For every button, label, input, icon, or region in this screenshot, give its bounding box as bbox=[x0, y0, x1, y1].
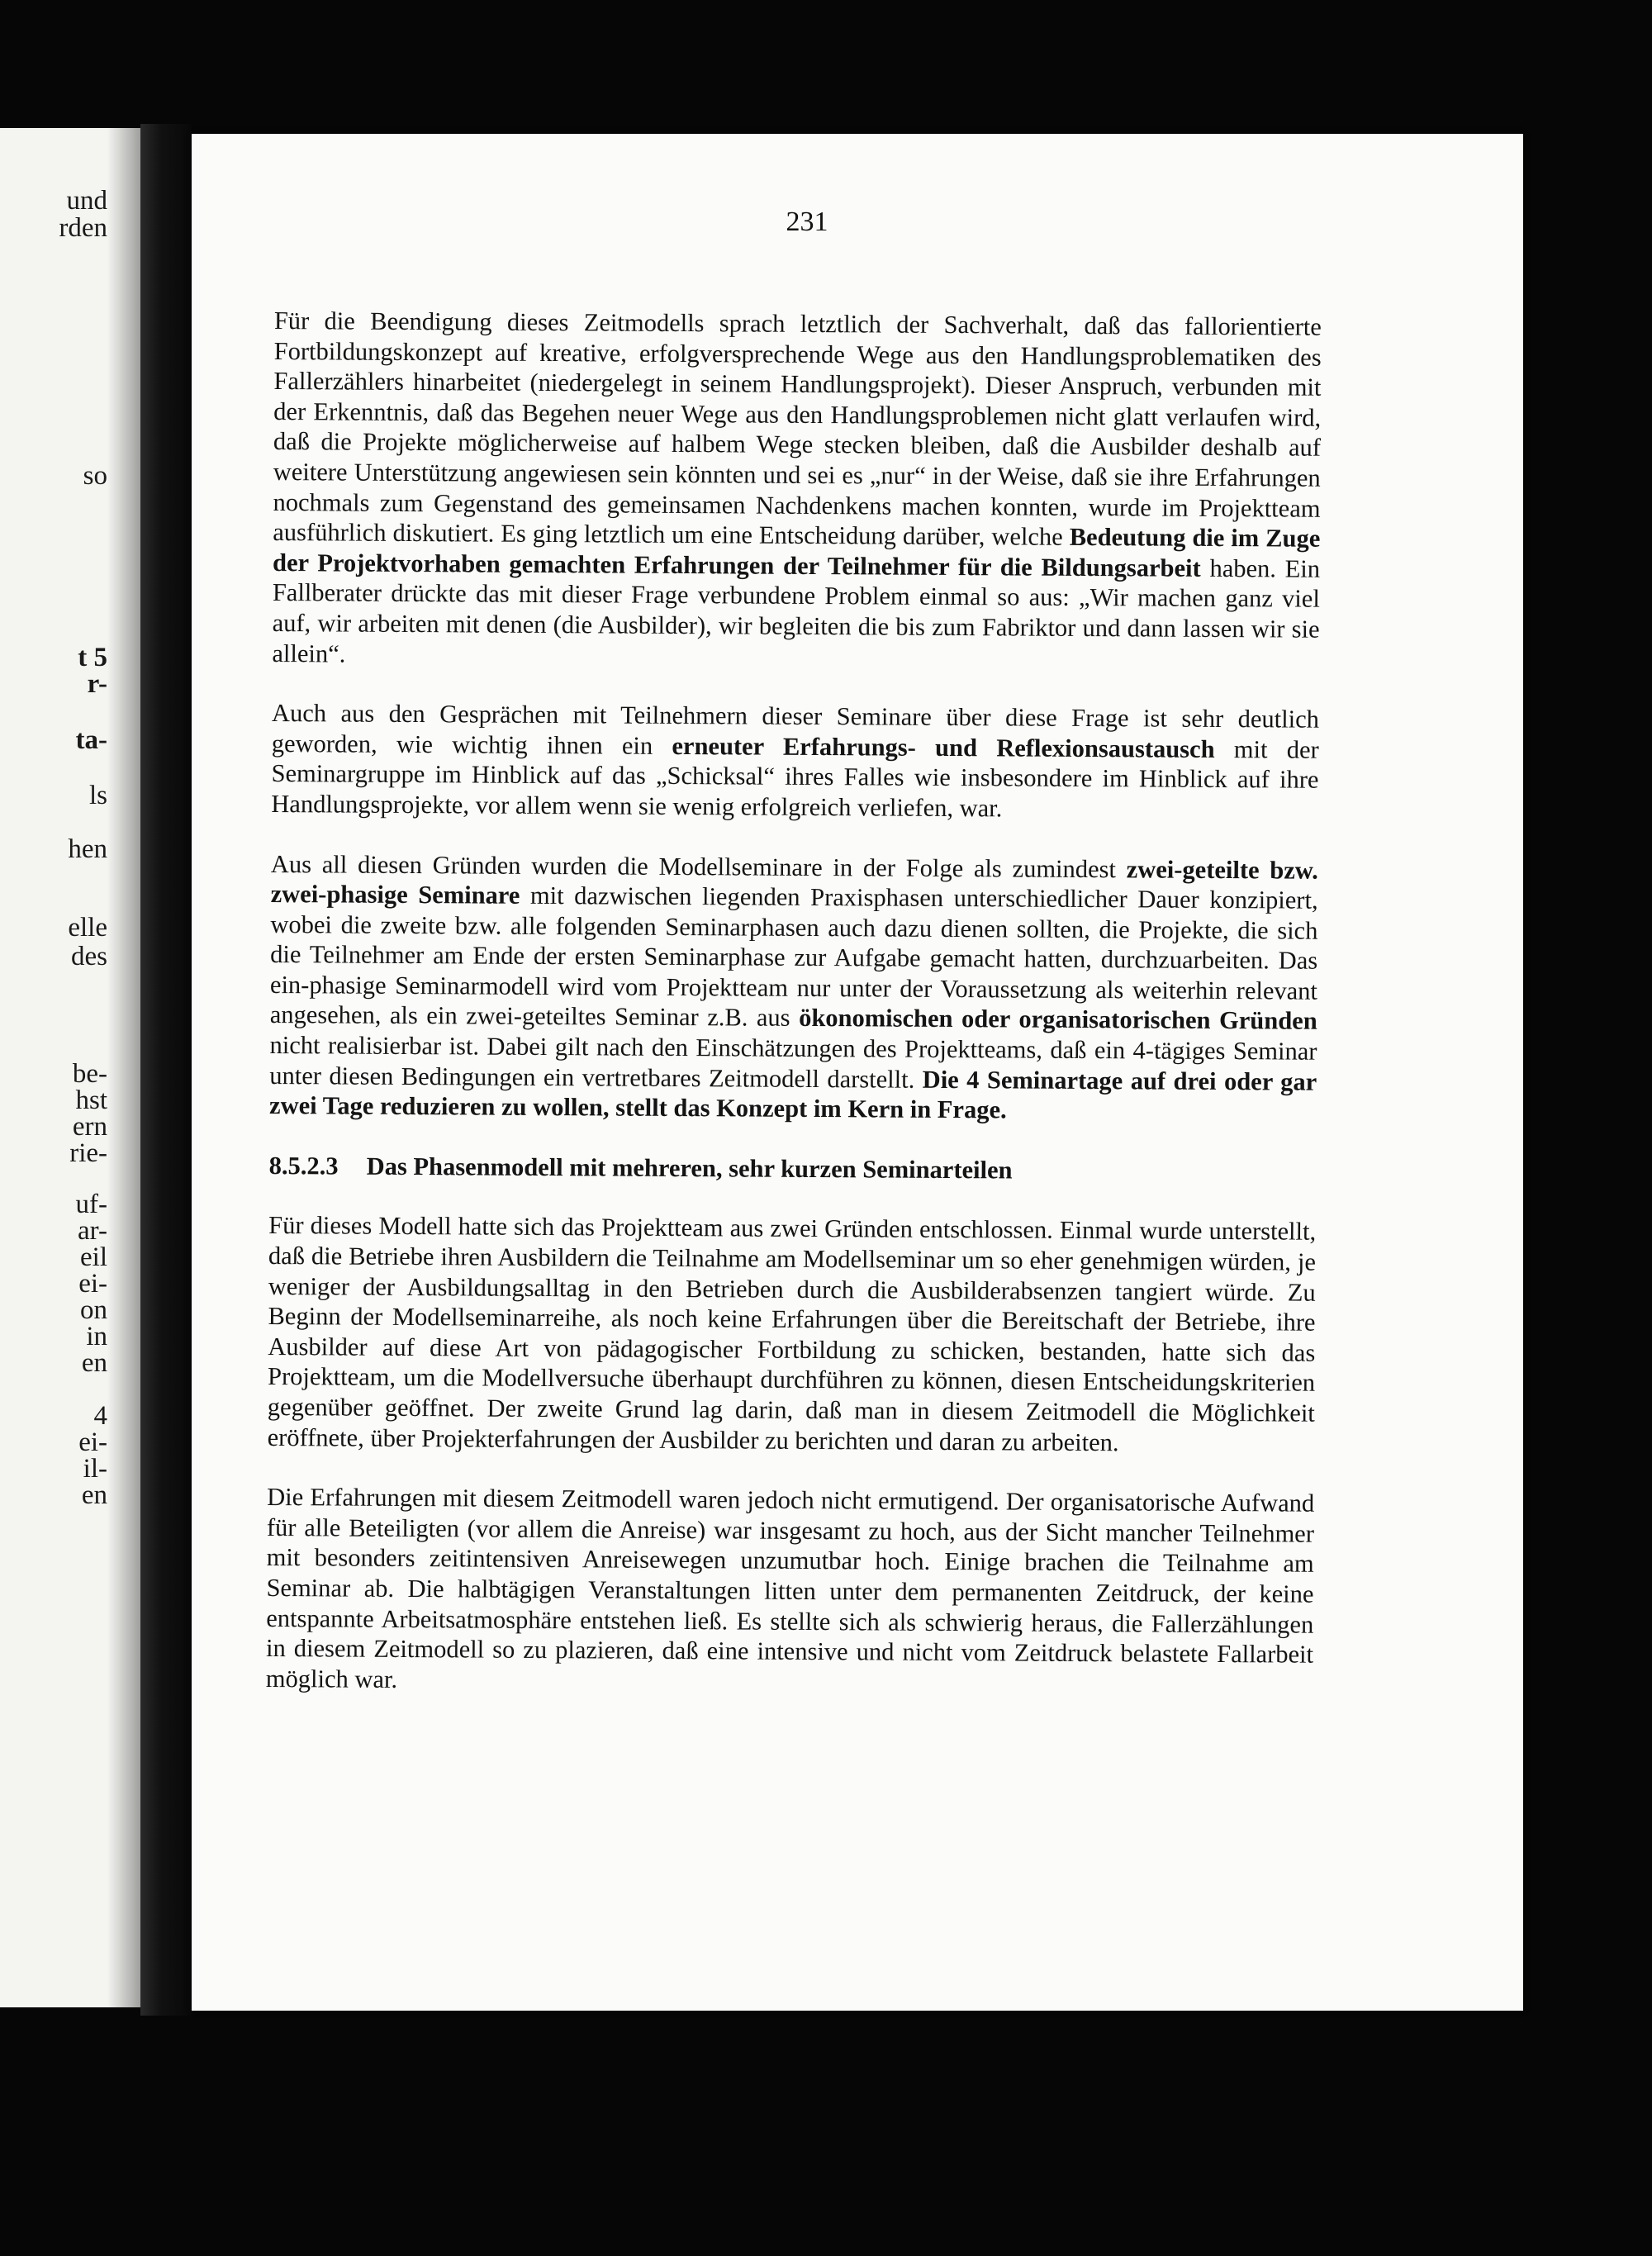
previous-page-fragment: uf- bbox=[75, 1190, 107, 1219]
paragraph-5: Die Erfahrungen mit diesem Zeitmodell waren jedoch nicht ermutigend. Der organisatorische Aufwand für alle Beteiligten (vor allem die Anreise) war insgesamt zu hoch, aus der Sicht mancher Teilnehmer mit besonders zeitintensiven Anreisewegen unzumutbar hoch. Einige brachen die Teilnahme am Seminar ab. Die halbtägigen Veranstaltungen litten unter dem permanenten Zeitdruck, der keine entspannte Arbeitsatmosphäre entstehen ließ. Es stellte sich als schwierig heraus, die Fallerzählungen in diesem Zeitmodell so zu plazieren, daß eine intensive und nicht vom Zeitdruck belastete Fallarbeit möglich war. bbox=[265, 1483, 1315, 1693]
paragraph-1 bbox=[272, 306, 1322, 675]
paragraph-3-text-a: Aus all diesen Gründen wurden die Modellseminare in der Folge als zumindest bbox=[270, 849, 1127, 883]
previous-page-fragment: ei- bbox=[78, 1427, 107, 1457]
paragraph-2-text-a: Auch aus den Gesprächen mit Teilnehmern dieser Seminare über diese Frage ist sehr deutlich geworden, wie wichtig ihnen ein bbox=[271, 699, 1320, 760]
paragraph-4: Für dieses Modell hatte sich das Projektteam aus zwei Gründen entschlossen. Einmal wurde unterstellt, daß die Betriebe ihren Ausbildern die Teilnahme am Modellseminar um so eher genehmigen würden, je weniger der Ausbildungsalltag in den Betrieben durch die Ausbilderabsenzen tangiert würde. Zu Beginn der Modellseminarreihe, als noch keine Erfahrungen über die Bereitschaft der Betriebe, ihre Ausbilder auf diese Art von pädagogischer Fortbildung zu schicken, bestanden, hatte sich das Projektteam, um die Modellversuche überhaupt durchführen zu können, diesen Entscheidungskriterien gegenüber geöffnet. Der zweite Grund lag darin, daß man in diesem Zeitmodell die Möglichkeit eröffnete, über Projekterfahrungen der Ausbilder zu berichten und daran zu arbeiten. bbox=[267, 1211, 1317, 1456]
paragraph-2 bbox=[271, 698, 1319, 825]
paragraph-3-text-c: nicht realisierbar ist. Dabei gilt nach den Einschätzungen des Projektteams, daß ein 4-tägiges Seminar unter diesen Bedingungen ein vertretbares Zeitmodell darstellt. bbox=[269, 1031, 1317, 1094]
paragraph-2-text-b: mit der Seminargruppe im Hinblick auf das „Schicksal“ ihres Falles wie insbesondere im Hinblick auf ihre Handlungsprojekte, vor allem wenn sie wenig erfolgreich verliefen, war. bbox=[271, 734, 1319, 823]
section-heading bbox=[269, 1151, 1317, 1187]
book-page bbox=[192, 134, 1523, 2011]
previous-page-fragment: in bbox=[86, 1322, 107, 1351]
previous-page-edge bbox=[0, 128, 140, 2007]
previous-page-fragment: rden bbox=[59, 213, 107, 243]
paragraph-1-text-a: Für die Beendigung dieses Zeitmodells sprach letztlich der Sachverhalt, daß das fallorientierte Fortbildungskonzept auf kreative, erfolgversprechende Wege aus den Handlungsproblematiken des Fallerzählers hinarbeitet (niedergelegt in seinem Handlungsprojekt). Dieser Anspruch, verbunden mit der Erkenntnis, daß das Begehen neuer Wege aus den Handlungsproblemen nicht glatt verlaufen wird, daß die Projekte möglicherweise auf halbem Wege stecken bleiben, daß die Ausbilder deshalb auf weitere Unterstützung angewiesen sein könnten und sei es „nur“ in der Weise, daß sie ihre Erfahrungen nochmals zum Gegenstand des gemeinsamen Nachdenkens machen konnten, wurde im Projektteam ausführlich diskutiert. Es ging letztlich um eine Entscheidung darüber, welche bbox=[273, 306, 1322, 552]
previous-page-fragment: und bbox=[66, 186, 107, 216]
paragraph-1-text-b: haben. Ein Fallberater drückte das mit dieser Frage verbundene Problem einmal so aus: „Wir machen ganz viel auf, wir arbeiten mit denen (die Ausbilder), wir begleiten die bis zum Fabriktor und dann lassen wir sie allein“. bbox=[272, 553, 1321, 668]
previous-page-fragment: en bbox=[81, 1348, 107, 1378]
paragraph-3-text-b: mit dazwischen liegenden Praxisphasen unterschiedlicher Dauer konzipiert, wobei die zweite bzw. alle folgenden Seminarphasen auch dazu dienen sollten, die Projekte, die sich die Teilnehmer am Ende der ersten Seminarphase zur Aufgabe gemacht hatten, durchzuarbeiten. Das ein-phasige Seminarmodell wird vom Projektteam nur unter der Voraussetzung als weiterhin relevant angesehen, als ein zwei-geteiltes Seminar z.B. aus bbox=[269, 881, 1318, 1033]
paragraph-3-bold-b: ökonomischen oder organisatorischen Gründen bbox=[799, 1004, 1317, 1036]
previous-page-fragment: r- bbox=[87, 669, 107, 699]
section-number: 8.5.2.3 bbox=[268, 1151, 339, 1180]
previous-page-fragment: hen bbox=[68, 834, 107, 864]
previous-page-fragment: en bbox=[81, 1480, 107, 1510]
paragraph-1-bold-a: Bedeutung die im Zuge der Projektvorhaben gemachten Erfahrungen der Teilnehmer für die Bildungsarbeit bbox=[272, 523, 1321, 582]
previous-page-fragment: des bbox=[71, 942, 107, 971]
page-body bbox=[266, 306, 1322, 1730]
previous-page-fragment: ar- bbox=[78, 1216, 107, 1246]
previous-page-fragment: be- bbox=[72, 1059, 107, 1089]
previous-page-fragment: on bbox=[80, 1295, 107, 1325]
book-gutter bbox=[140, 124, 192, 2016]
section-title: Das Phasenmodell mit mehreren, sehr kurzen Seminarteilen bbox=[366, 1152, 1013, 1185]
previous-page-fragment: ta- bbox=[75, 725, 107, 755]
previous-page-fragment: t 5 bbox=[78, 643, 107, 672]
previous-page-fragment: so bbox=[83, 461, 107, 491]
previous-page-fragment: il- bbox=[83, 1454, 107, 1484]
previous-page-fragment: ls bbox=[88, 781, 107, 810]
paragraph-2-bold-a: erneuter Erfahrungs- und Reflexionsaustausch bbox=[672, 731, 1215, 763]
previous-page-fragment: eil bbox=[80, 1242, 107, 1272]
page-number: 231 bbox=[786, 207, 828, 237]
previous-page-fragment: ern bbox=[72, 1112, 107, 1142]
paragraph-3 bbox=[269, 848, 1318, 1127]
previous-page-fragment: ei- bbox=[78, 1269, 107, 1299]
paragraph-3-bold-c: Die 4 Seminartage auf drei oder gar zwei Tage reduzieren zu wollen, stellt das Konzept im Kern in Frage. bbox=[268, 1065, 1317, 1124]
paragraph-3-bold-a: zwei-geteilte bzw. zwei-phasige Seminare bbox=[270, 854, 1318, 910]
previous-page-fragment: rie- bbox=[69, 1138, 107, 1168]
previous-page-fragment: elle bbox=[68, 913, 107, 943]
previous-page-fragment: 4 bbox=[93, 1401, 107, 1431]
page-fold-shadow bbox=[107, 128, 140, 2007]
previous-page-fragment: hst bbox=[75, 1085, 107, 1115]
